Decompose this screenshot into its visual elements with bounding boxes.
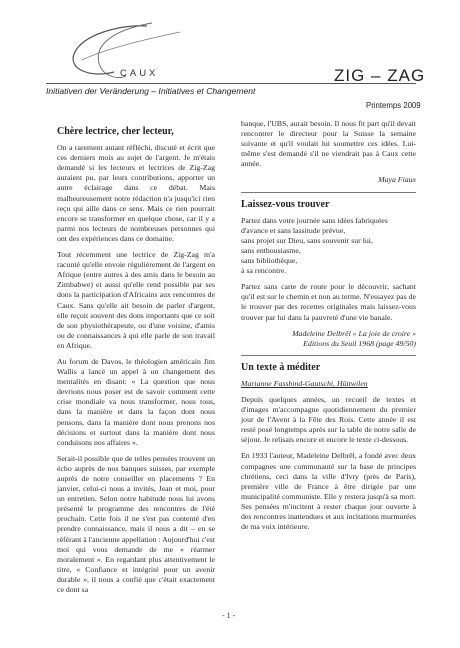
poem-line: sans bibliothèque, [241,256,298,266]
citation [241,329,416,349]
poem-stanza [241,216,416,277]
tagline: Initiativen der Veränderung – Initiatives et Changement [46,86,256,96]
section-heading: Laissez-vous trouver [241,198,330,210]
poem-stanza: Partez sans carte de route pour le découvrir, sachant qu'il est sur le chemin et non au terme. N'essayez pas de le trouver par des recettes originales mais laissez-vous trouver par lui dans la pauvreté d'une vie banale. [241,282,416,322]
section-heading: Un texte à méditer [241,361,321,373]
page-number: - 1 - [222,611,236,620]
issue-date: Printemps 2009 [366,101,421,110]
poem-line: sans projet sur Dieu, sans souvenir sur lui, [241,235,373,245]
editorial-paragraph: On a rarement autant réfléchi, discuté et écrit que ces derniers mois au sujet de l'argent. Je m'étais demandé si les lecteurs et lectrices de Zig-Zag auraient pu, par leurs contributions, apporter un autre éclairage dans ce débat. Mais malheureusement notre rédaction n'a jusqu'ici rien reçu qui aille dans ce sens. Mais ce rien pourrait encore se transformer en quelque chose, car il y a parmi nos lecteurs de nombreuses personnes qui ont des expériences dans ce domaine. [57,143,215,243]
poem-line: à sa rencontre. [241,266,287,276]
signature: Maya Fiaux [378,175,416,185]
author-byline: Marianne Fassbind-Gautschi, Hüttwilen [241,378,368,388]
poem-line: Partez dans votre journée sans idées fabriquées [241,215,388,225]
editorial-heading: Chère lectrice, cher lecteur, [57,126,174,137]
article-paragraph: Depuis quelques années, un recueil de textes et d'images m'accompagne quotidiennement du premier jour de l'Avent à la Fête des Rois. Cette année il est resté posé longtemps après sur la table de notre salle de séjour. Je relisais encore et encore le texte ci-dessous. [241,394,416,445]
editorial-paragraph: banque, l'UBS, aurait besoin. Il nous fit part qu'il devait rencontrer le directeur pour la Suisse la semaine suivante et qu'il voulait lui soumettre ces idées. Lui-même s'est demandé s'il ne viendrait pas à Caux cette année. [241,119,416,169]
magazine-title: ZIG – ZAG [334,66,426,85]
section-divider [241,355,416,356]
section-divider [241,192,416,193]
editorial-paragraph: Au forum de Davos, le théologien américain Jim Wallis a lancé un appel à un changement des mentalités en disant: « La question que nous devrions nous poser est de savoir comment cette crise mondiale va nous transformer, nous tous, dans la manière et dans la façon dont nous pensons, dans la manière dont nous prenons nos décisions et surtout dans la manière dont nous conduisons nos affaires ». [57,356,215,447]
poem-line: sans enthousiasme, [241,245,301,255]
poem-line: d'avance et sans lassitude prévue, [241,225,346,235]
left-column [57,127,215,601]
article-paragraph: En 1933 l'auteur, Madeleine Delbrêl, a fondé avec deux compagnes une communauté sur la base de principes chrétiens, ceci dans la ville d'Ivry (près de Paris), première ville de France à être dirigée par une municipalité communiste. Elle y restera jusqu'à sa mort. Ses pensées m'incitent à rester chaque jour ouverte à des rencontres inattendues et aux incitations murmurées de ma voix intérieure. [241,451,416,532]
citation-line: Editions du Seuil 1968 (page 49/50) [303,338,416,348]
editorial-paragraph: Serait-il possible que de telles pensées trouvent un écho auprès de nos banques suisses, par exemple auprès de notre conseiller en placements ? En janvier, celui-ci nous a invités, Jean et moi, pour un entretien. Selon notre habitude nous lui avons présenté le programme des rencontres de l'été prochain. Cette fois il ne s'est pas contenté d'en prendre connaissance, mais il nous a dit – en se référant à l'ancienne appellation : Aujourd'hui c'est moi qui vous demande de me « réarmer moralement ». En regardant plus attentivement le titre, « Confiance et intégrité pour un avenir durable », il nous a confié que c'était exactement ce dont sa [57,453,215,595]
citation-line: Madeleine Delbrêl « La joie de croire » [292,328,416,338]
right-column [241,119,416,538]
editorial-paragraph: Tout récemment une lectrice de Zig-Zag m'a raconté qu'elle envoie régulièrement de l'argent en Afrique (entre autres à des amis dans le besoin au Zimbabwe) et aussi qu'elle rend possible par ses dons la participation d'Africains aux rencontres de Caux. Sans qu'elle ait besoin de parler d'argent, elle reçoit souvent des dons importants que ce soit de son physiothérapeute, ou d'une voisine, d'amis ou de connaissances à qui elle parle de son travail en Afrique. [57,250,215,350]
brand-name: CAUX [120,68,159,79]
